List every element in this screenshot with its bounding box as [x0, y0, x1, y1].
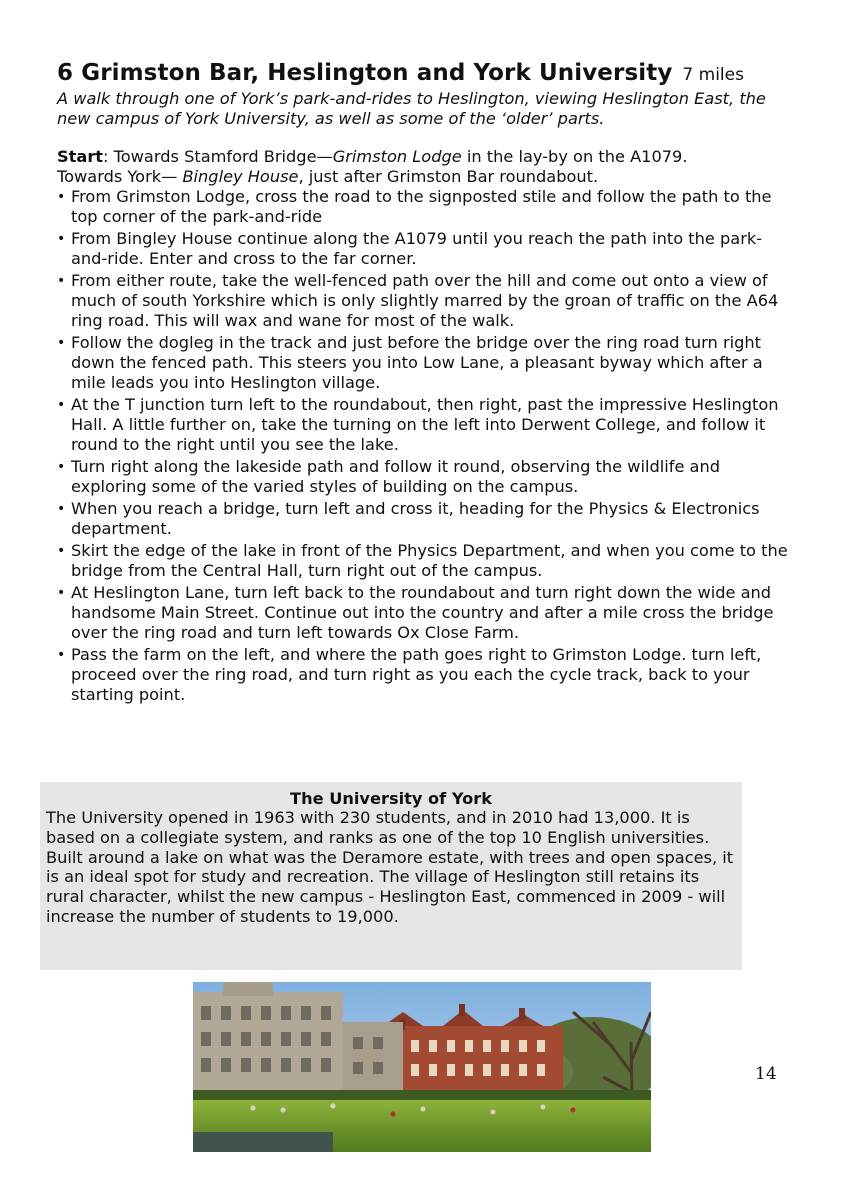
- university-info-box: [40, 782, 742, 970]
- start-label: Start: [57, 147, 104, 166]
- start-place-1: Grimston Lodge: [332, 147, 462, 166]
- info-box-body: The University opened in 1963 with 230 students, and in 2010 had 13,000. It is based on a collegiate system, and ranks as one of the top 10 English universities. Built around a lake on what was the Deramore estate, with trees and open spaces, it is an ideal spot for study and recreation. The village of Heslington still retains its rural character, whilst the new campus - Heslington East, commenced in 2009 - will increase the number of students to 19,000.: [46, 808, 734, 926]
- route-step: • Skirt the edge of the lake in front of the Physics Department, and when you come to the bridge from the Central Hall, turn right out of the campus.: [57, 541, 797, 581]
- start-line-1-prefix: : Towards Stamford Bridge—: [103, 147, 333, 166]
- route-step: • At Heslington Lane, turn left back to the roundabout and turn right down the wide and handsome Main Street. Continue out into the country and after a mile cross the bridge over the ring road and turn left towards Ox Close Farm.: [57, 583, 797, 643]
- start-line-2-prefix: Towards York—: [57, 167, 183, 186]
- campus-photo-illustration: [193, 982, 651, 1152]
- start-line-1-suffix: in the lay-by on the A1079.: [461, 147, 688, 166]
- start-line-1: [57, 147, 817, 167]
- start-points: [57, 147, 817, 187]
- start-line-2: [57, 167, 817, 187]
- walk-title-line: [57, 60, 797, 86]
- walk-distance: 7 miles: [682, 65, 744, 85]
- info-box-title: The University of York: [290, 789, 492, 808]
- walk-intro: A walk through one of York’s park-and-rides to Heslington, viewing Heslington East, the new campus of York University, as well as some of the ‘older’ parts.: [57, 89, 766, 128]
- route-steps: [57, 187, 797, 707]
- start-place-2: Bingley House: [182, 167, 299, 186]
- route-step: • Turn right along the lakeside path and follow it round, observing the wildlife and exploring some of the varied styles of building on the campus.: [57, 457, 797, 497]
- route-step: • Follow the dogleg in the track and just before the bridge over the ring road turn right down the fenced path. This steers you into Low Lane, a pleasant byway which after a mile leads you into Heslington village.: [57, 333, 797, 393]
- page-number: 14: [755, 1064, 777, 1084]
- start-line-2-suffix: , just after Grimston Bar roundabout.: [298, 167, 599, 186]
- route-step: • From Grimston Lodge, cross the road to the signposted stile and follow the path to the top corner of the park-and-ride: [57, 187, 797, 227]
- route-step: • Pass the farm on the left, and where the path goes right to Grimston Lodge. turn left, proceed over the ring road, and turn right as you each the cycle track, back to your starting point.: [57, 645, 797, 705]
- route-step: • From either route, take the well-fenced path over the hill and come out onto a view of much of south Yorkshire which is only slightly marred by the groan of traffic on the A64 ring road. This will wax and wane for most of the walk.: [57, 271, 797, 331]
- route-step: • When you reach a bridge, turn left and cross it, heading for the Physics & Electronics department.: [57, 499, 797, 539]
- route-step: • From Bingley House continue along the A1079 until you reach the path into the park-and-ride. Enter and cross to the far corner.: [57, 229, 797, 269]
- route-step: • At the T junction turn left to the roundabout, then right, past the impressive Heslington Hall. A little further on, take the turning on the left into Derwent College, and follow it round to the right until you see the lake.: [57, 395, 797, 455]
- campus-photo: [193, 982, 651, 1152]
- walk-title: 6 Grimston Bar, Heslington and York University: [57, 60, 673, 86]
